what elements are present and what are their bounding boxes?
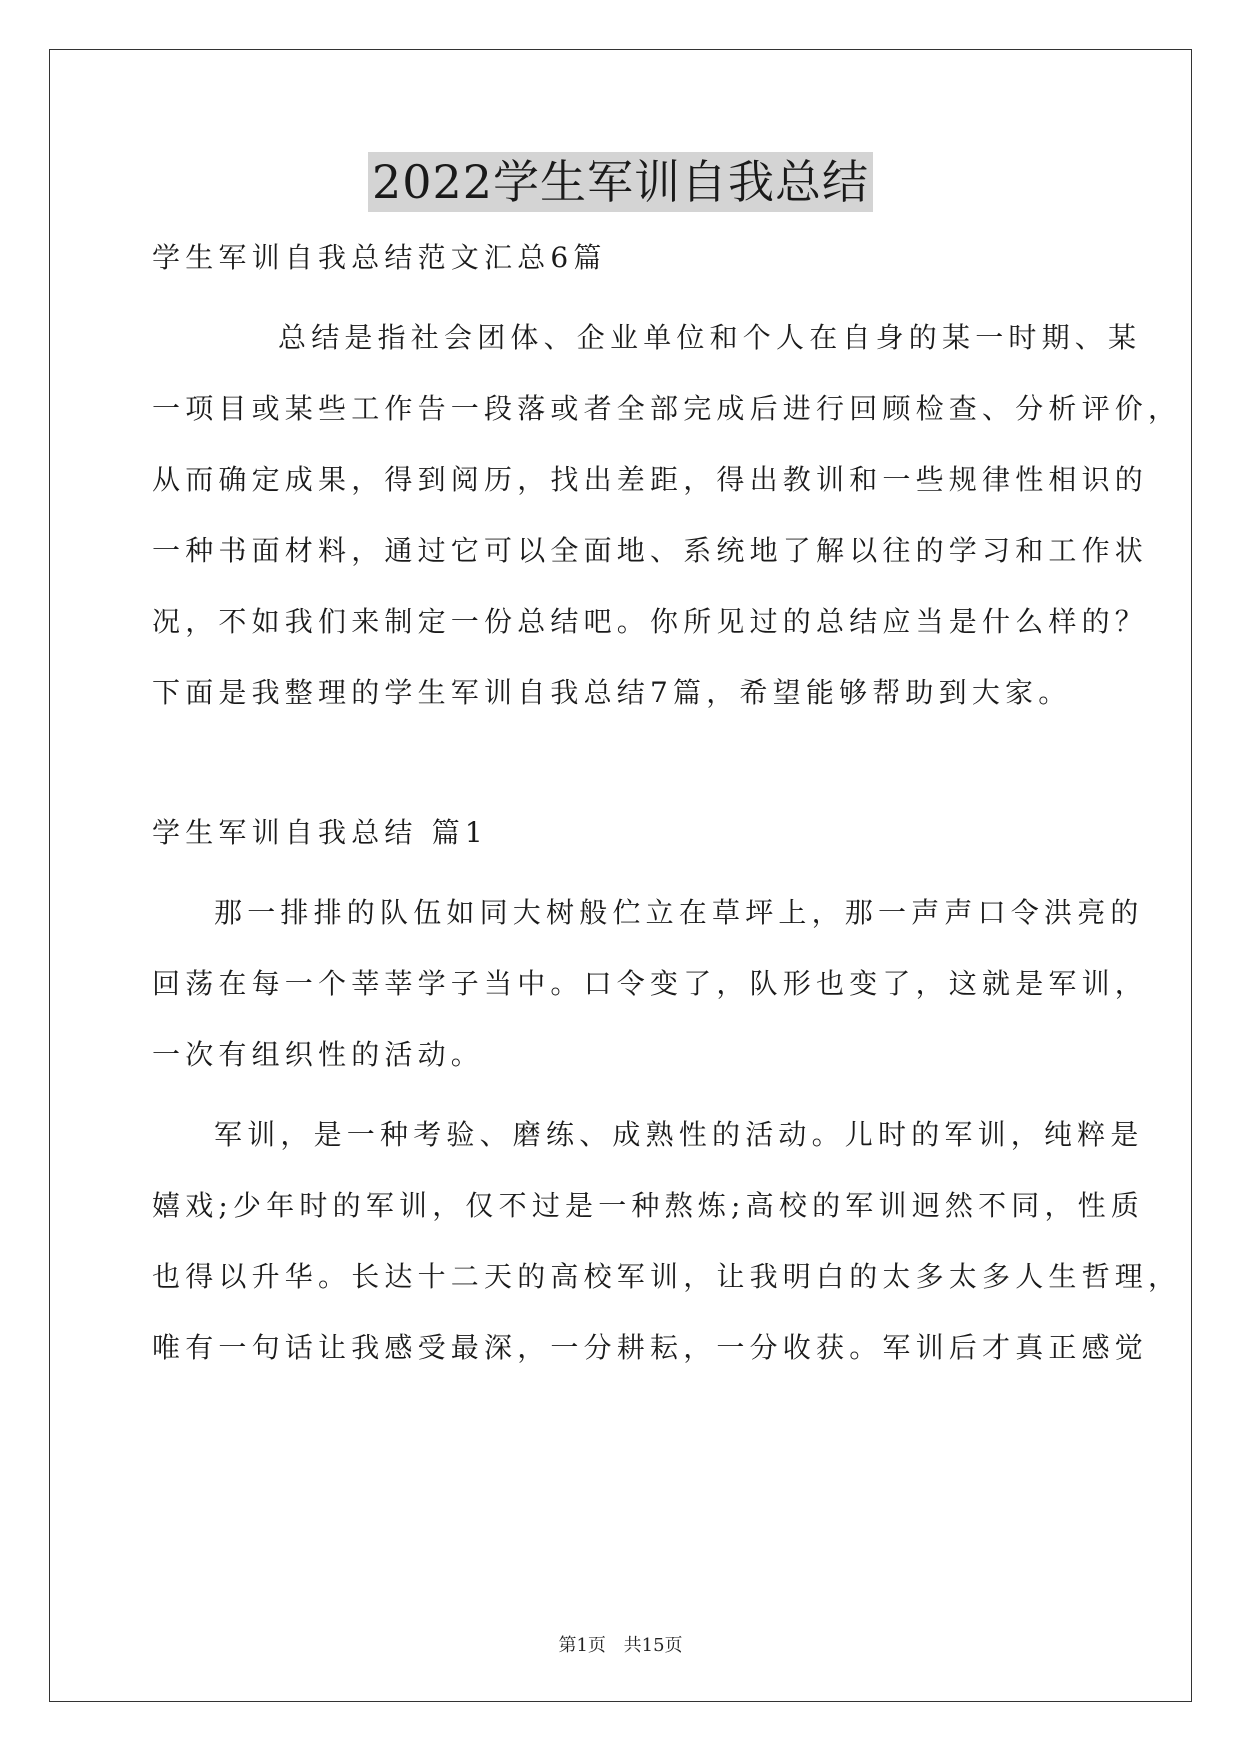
- para2-line-4: 唯有一句话让我感受最深，一分耕耘，一分收获。军训后才真正感觉: [152, 1331, 1149, 1364]
- intro-line-3: 从而确定成果，得到阅历，找出差距，得出教训和一些规律性相识的: [152, 463, 1149, 496]
- intro-line-1: 总结是指社会团体、企业单位和个人在自身的某一时期、某: [278, 321, 1142, 354]
- intro-line-2: 一项目或某些工作告一段落或者全部完成后进行回顾检查、分析评价，: [152, 392, 1182, 425]
- page-footer: [0, 1634, 1241, 1658]
- page-border: [49, 49, 1192, 1702]
- intro-line-5: 况，不如我们来制定一份总结吧。你所见过的总结应当是什么样的？: [152, 605, 1149, 638]
- document-subtitle: 学生军训自我总结范文汇总6篇: [152, 241, 607, 274]
- para1-line-1: 那一排排的队伍如同大树般伫立在草坪上，那一声声口令洪亮的: [214, 896, 1144, 929]
- page-total: 共15页: [623, 1635, 683, 1656]
- para2-line-3: 也得以升华。长达十二天的高校军训，让我明白的太多太多人生哲理，: [152, 1260, 1182, 1293]
- para2-line-1: 军训，是一种考验、磨练、成熟性的活动。儿时的军训，纯粹是: [214, 1118, 1144, 1151]
- para1-line-2: 回荡在每一个莘莘学子当中。口令变了，队形也变了，这就是军训，: [152, 967, 1149, 1000]
- para1-line-3: 一次有组织性的活动。: [152, 1038, 485, 1071]
- document-title-wrapper: [0, 152, 1241, 212]
- para2-line-2: 嬉戏;少年时的军训，仅不过是一种熬炼;高校的军训迥然不同，性质: [152, 1189, 1145, 1222]
- page-number: 第1页: [558, 1635, 606, 1656]
- intro-line-6: 下面是我整理的学生军训自我总结7篇，希望能够帮助到大家。: [152, 676, 1072, 709]
- section-heading: 学生军训自我总结 篇1: [152, 816, 488, 849]
- intro-line-4: 一种书面材料，通过它可以全面地、系统地了解以往的学习和工作状: [152, 534, 1149, 567]
- document-title: 2022学生军训自我总结: [368, 152, 873, 212]
